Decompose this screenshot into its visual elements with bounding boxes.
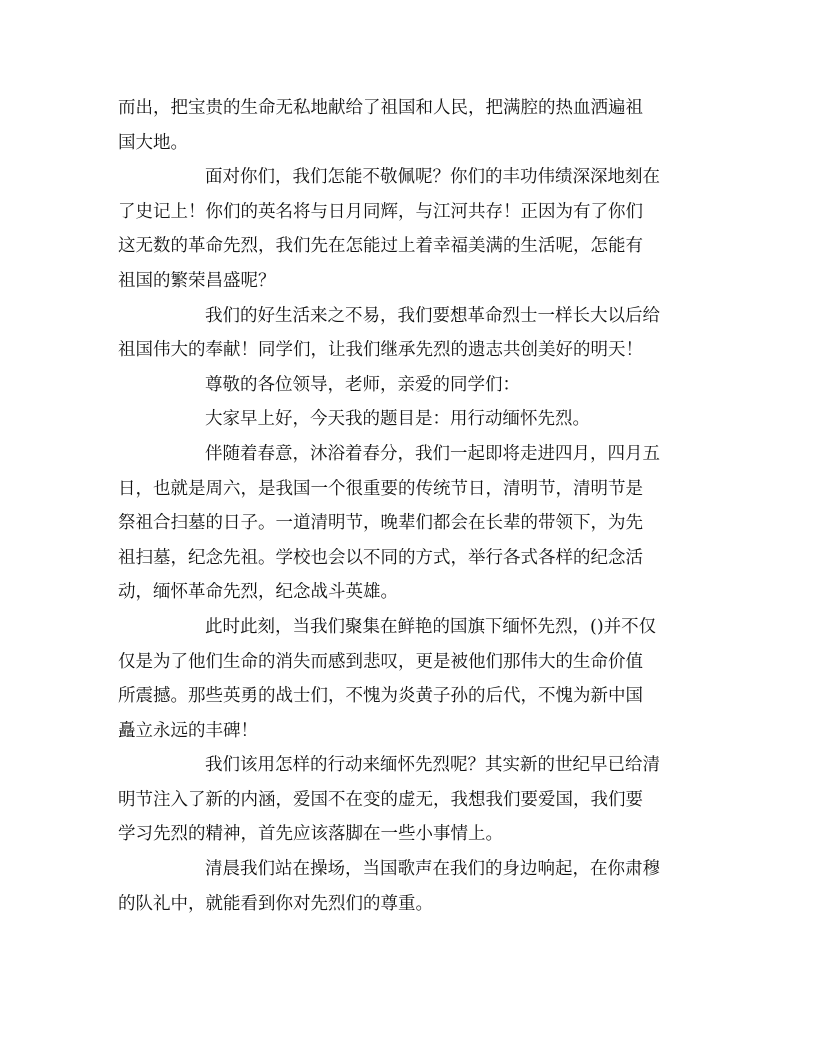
text-line: 了史记上！你们的英名将与日月同辉，与江河共存！正因为有了你们 <box>118 201 643 222</box>
text-line: 所震撼。那些英勇的战士们，不愧为炎黄子孙的后代，不愧为新中国 <box>118 686 643 707</box>
text-line: 祖国的繁荣昌盛呢？ <box>118 270 276 291</box>
text-line: 矗立永远的丰碑！ <box>118 720 258 741</box>
text-line: 日，也就是周六，是我国一个很重要的传统节日，清明节，清明节是 <box>118 478 643 499</box>
text-line: 祖扫墓，纪念先祖。学校也会以不同的方式，举行各式各样的纪念活 <box>118 547 643 568</box>
text-line: 我们的好生活来之不易，我们要想革命烈士一样长大以后给 <box>205 305 660 326</box>
text-line: 而出，把宝贵的生命无私地献给了祖国和人民，把满腔的热血洒遍祖 <box>118 98 643 118</box>
text-line: 清晨我们站在操场，当国歌声在我们的身边响起，在你肃穆 <box>205 859 660 880</box>
document-body <box>118 91 698 921</box>
text-line: 动，缅怀革命先烈，纪念战斗英雄。 <box>118 582 398 603</box>
text-line: 国大地。 <box>118 132 188 153</box>
text-line: 仅是为了他们生命的消失而感到悲叹，更是被他们那伟大的生命价值 <box>118 651 643 672</box>
text-line: 伴随着春意，沐浴着春分，我们一起即将走进四月，四月五 <box>205 443 660 464</box>
text-line: 这无数的革命先烈，我们先在怎能过上着幸福美满的生活呢，怎能有 <box>118 236 643 257</box>
text-line: 祭祖合扫墓的日子。一道清明节，晚辈们都会在长辈的带领下，为先 <box>118 513 643 534</box>
text-line: 明节注入了新的内涵，爱国不在变的虚无，我想我们要爱国，我们要 <box>118 789 643 810</box>
text-line: 的队礼中，就能看到你对先烈们的尊重。 <box>118 893 433 914</box>
text-line: 此时此刻，当我们聚集在鲜艳的国旗下缅怀先烈，()并不仅 <box>205 616 657 637</box>
text-line: 大家早上好，今天我的题目是：用行动缅怀先烈。 <box>205 409 590 430</box>
text-line: 学习先烈的精神，首先应该落脚在一些小事情上。 <box>118 824 503 845</box>
text-line: 尊敬的各位领导，老师，亲爱的同学们： <box>205 374 520 395</box>
text-line: 我们该用怎样的行动来缅怀先烈呢？其实新的世纪早已给清 <box>205 755 660 776</box>
text-line: 祖国伟大的奉献！同学们，让我们继承先烈的遗志共创美好的明天！ <box>118 340 643 361</box>
text-line: 面对你们，我们怎能不敬佩呢？你们的丰功伟绩深深地刻在 <box>205 167 660 188</box>
